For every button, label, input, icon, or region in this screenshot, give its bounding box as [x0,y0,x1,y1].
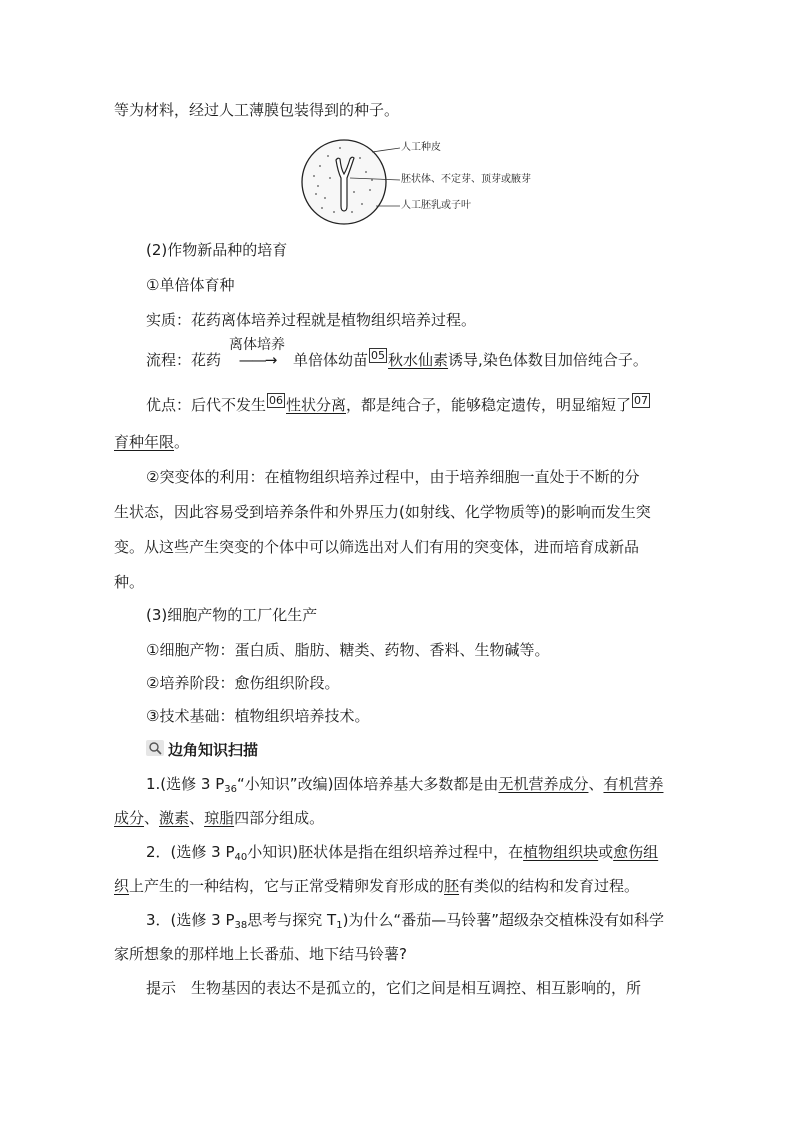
figure-label-embryoid: 胚状体、不定芽、顶芽或腋芽 [401,174,531,185]
corner-knowledge-heading [146,740,258,761]
adv-underlined: 性状分离 [286,396,347,414]
section2-heading: (2)作物新品种的培育 [146,241,288,259]
figure-label-seed-coat: 人工种皮 [401,142,441,153]
question-3-line-1: 3．(选修 3 $P_{38}$思考与探究 $T_1$)为什么“番茄—马铃薯”超级杂交植株没有如科学 [146,911,664,931]
question-1-line-2: 成分、激素、琼脂四部分组成。 [114,809,325,827]
mutant-para-line: 变。从这些产生突变的个体中可以筛选出对人们有用的突变体，进而培育成新品 [114,538,640,556]
flow-prefix: 流程：花药 [146,351,222,369]
magnifier-icon [146,740,164,761]
artificial-seed-figure [300,136,400,228]
question-1-line-1: 1.(选修 3 $P_{36}“$小知识”改编)固体培养基大多数都是由无机营养成分、有机营养 [146,775,664,795]
corner-knowledge-title: 边角知识扫描 [168,741,259,759]
flow-arrow: 离体培养 ——→ [221,350,293,370]
section3-item: ③技术基础：植物组织培养技术。 [146,707,370,725]
section3-item: ①细胞产物：蛋白质、脂肪、糖类、药物、香料、生物碱等。 [146,641,550,659]
flow-arrow-label: 离体培养 [229,337,286,353]
mutant-para-line: 生状态，因此容易受到培养条件和外界压力(如射线、化学物质等)的影响而发生突 [114,503,651,521]
answer-box-06: 06 [269,394,284,407]
answer-box-05: 05 [371,349,386,362]
essence-line: 实质：花药离体培养过程就是植物组织培养过程。 [146,311,477,329]
mutant-para-line: ②突变体的利用：在植物组织培养过程中，由于培养细胞一直处于不断的分 [146,468,640,486]
flow-line [146,337,648,370]
intro-line: 等为材料，经过人工薄膜包装得到的种子。 [114,101,400,119]
tip-line: 提示 生物基因的表达不是孤立的，它们之间是相互调控、相互影响的，所 [146,979,642,997]
flow-mid: 单倍体幼苗 [293,351,369,369]
section3-heading: (3)细胞产物的工厂化生产 [146,606,318,624]
section2-sub1: ①单倍体育种 [146,276,235,294]
advantage-line-2: 育种年限。 [114,433,190,451]
figure-label-endosperm: 人工胚乳或子叶 [401,200,471,211]
section3-item: ②培养阶段：愈伤组织阶段。 [146,674,340,692]
flow-underlined: 秋水仙素 [388,351,449,369]
question-2-line-2: 织上产生的一种结构，它与正常受精卵发育形成的胚有类似的结构和发育过程。 [114,877,640,895]
flow-end: 诱导,染色体数目加倍纯合子。 [448,351,648,369]
question-3-line-2: 家所想象的那样地上长番茄、地下结马铃薯? [114,945,407,963]
advantage-line: 优点：后代不发生 06 性状分离，都是纯合子，能够稳定遗传，明显缩短了 07 [146,394,649,414]
question-2-line-1: 2．(选修 3 $P_{40}$小知识)胚状体是指在组织培养过程中，在植物组织块或愈伤组 [146,843,659,863]
mutant-para-line: 种。 [114,573,145,591]
answer-box-07: 07 [634,394,649,407]
